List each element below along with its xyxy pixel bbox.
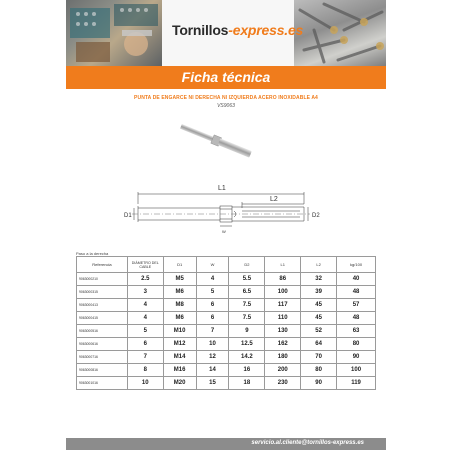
spec-sheet-page	[66, 0, 386, 452]
table-cell: 16	[229, 364, 265, 377]
table-cell: 52	[301, 325, 337, 338]
table-cell: 10	[196, 338, 229, 351]
footer-email: servicio.al.cliente@tornillos-express.es	[251, 440, 364, 446]
table-cell: 5	[196, 286, 229, 299]
table-cell: 57	[337, 299, 376, 312]
table-cell: M12	[163, 338, 196, 351]
table-note: Paso a la derecha	[76, 251, 109, 256]
table-row	[77, 364, 376, 377]
table-cell: 9	[229, 325, 265, 338]
header-weight: kg/100	[337, 257, 376, 273]
table-cell: 100	[265, 286, 301, 299]
header-photo-tools	[66, 0, 162, 66]
table-cell: M6	[163, 312, 196, 325]
label-l2: L2	[270, 196, 278, 203]
header-d1: D1	[163, 257, 196, 273]
table-cell-ref: 9063000315	[77, 286, 128, 299]
header	[66, 0, 386, 66]
header-l1: L1	[265, 257, 301, 273]
table-row	[77, 312, 376, 325]
table-cell: 90	[337, 351, 376, 364]
header-w: W	[196, 257, 229, 273]
table-cell: 130	[265, 325, 301, 338]
table-cell-ref: 9063000616	[77, 338, 128, 351]
table-cell: 45	[301, 312, 337, 325]
table-cell: 6.5	[229, 286, 265, 299]
table-header-row	[77, 257, 376, 273]
table-cell: 12	[196, 351, 229, 364]
table-cell: 86	[265, 273, 301, 286]
table-cell: 5.5	[229, 273, 265, 286]
product-code: VS9063	[217, 103, 235, 109]
label-d1: D1	[124, 213, 132, 219]
spec-table	[76, 256, 376, 390]
table-cell: 10	[127, 377, 163, 390]
table-cell: 18	[229, 377, 265, 390]
label-w: W	[222, 229, 226, 234]
footer	[66, 438, 386, 450]
table-cell: 7	[127, 351, 163, 364]
table-cell: 64	[301, 338, 337, 351]
table-cell: 80	[337, 338, 376, 351]
table-cell: 70	[301, 351, 337, 364]
technical-drawing	[110, 180, 350, 242]
table-cell: 4	[127, 312, 163, 325]
header-ref: Referencia	[77, 257, 128, 273]
table-cell: 80	[301, 364, 337, 377]
table-row	[77, 325, 376, 338]
table-cell: 7	[196, 325, 229, 338]
table-row	[77, 286, 376, 299]
table-cell: 180	[265, 351, 301, 364]
product-photo	[174, 110, 258, 172]
table-cell-ref: 9063000716	[77, 351, 128, 364]
header-diameter: DIÁMETRO DEL CABLE	[127, 257, 163, 273]
brand-main: Tornillos	[172, 22, 229, 38]
table-cell: 40	[337, 273, 376, 286]
table-cell: 48	[337, 312, 376, 325]
table-cell-ref: 9063000413	[77, 299, 128, 312]
table-cell: 4	[196, 273, 229, 286]
table-row	[77, 299, 376, 312]
table-cell: 3	[127, 286, 163, 299]
label-l1: L1	[218, 185, 226, 192]
table-cell: 7.5	[229, 299, 265, 312]
table-cell: 32	[301, 273, 337, 286]
table-cell: 100	[337, 364, 376, 377]
product-subtitle: PUNTA DE ENGARCE NI DERECHA NI IZQUIERDA ACERO INOXIDABLE A4	[134, 95, 318, 101]
table-row	[77, 351, 376, 364]
table-cell-ref: 9063000210	[77, 273, 128, 286]
brand-logo	[172, 22, 303, 38]
table-cell: 117	[265, 299, 301, 312]
brand-accent: -express.es	[228, 22, 304, 38]
table-cell: 45	[301, 299, 337, 312]
table-cell: 119	[337, 377, 376, 390]
table-cell: M6	[163, 286, 196, 299]
table-cell: 162	[265, 338, 301, 351]
table-cell: 39	[301, 286, 337, 299]
table-cell: 6	[196, 299, 229, 312]
table-cell: 200	[265, 364, 301, 377]
table-cell: 15	[196, 377, 229, 390]
table-cell-ref: 9063000516	[77, 325, 128, 338]
table-cell: M8	[163, 299, 196, 312]
table-cell-ref: 9063001016	[77, 377, 128, 390]
header-d2: D2	[229, 257, 265, 273]
table-cell: 5	[127, 325, 163, 338]
table-row	[77, 273, 376, 286]
table-cell: 2.5	[127, 273, 163, 286]
header-l2: L2	[301, 257, 337, 273]
table-cell: 14.2	[229, 351, 265, 364]
table-cell: M10	[163, 325, 196, 338]
table-cell: M20	[163, 377, 196, 390]
header-photo-screws	[294, 0, 386, 66]
table-cell: 63	[337, 325, 376, 338]
label-d2: D2	[312, 213, 320, 219]
table-cell: 6	[127, 338, 163, 351]
table-cell: 12.5	[229, 338, 265, 351]
title-banner	[66, 66, 386, 89]
table-body	[77, 273, 376, 390]
table-cell: 7.5	[229, 312, 265, 325]
table-cell: 6	[196, 312, 229, 325]
table-cell-ref: 9063000816	[77, 364, 128, 377]
table-row	[77, 377, 376, 390]
table-cell-ref: 9063000415	[77, 312, 128, 325]
table-cell: 90	[301, 377, 337, 390]
table-cell: 8	[127, 364, 163, 377]
table-cell: M14	[163, 351, 196, 364]
table-cell: 14	[196, 364, 229, 377]
table-cell: M16	[163, 364, 196, 377]
table-cell: 4	[127, 299, 163, 312]
banner-title: Ficha técnica	[181, 69, 271, 85]
table-cell: M5	[163, 273, 196, 286]
table-row	[77, 338, 376, 351]
table-cell: 48	[337, 286, 376, 299]
table-cell: 230	[265, 377, 301, 390]
table-cell: 110	[265, 312, 301, 325]
